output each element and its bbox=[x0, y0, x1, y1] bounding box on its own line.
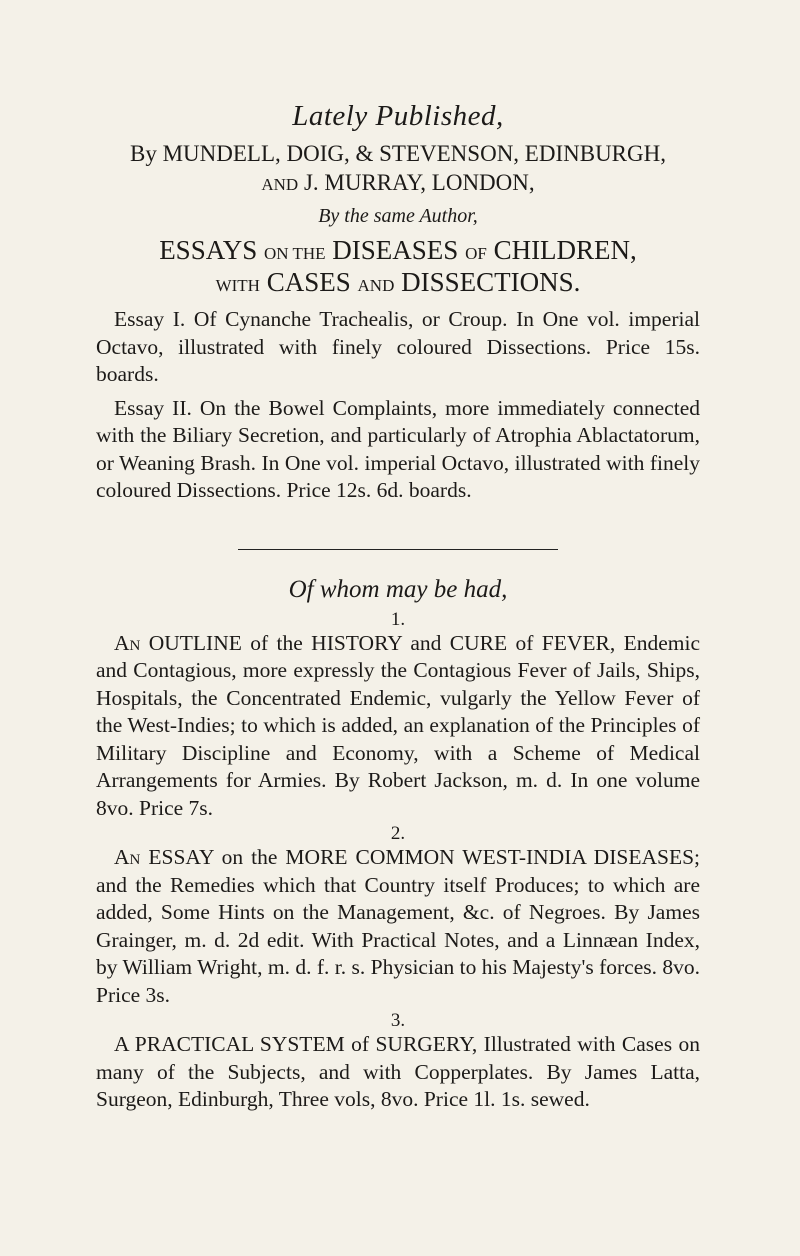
item-lead-article: A bbox=[114, 1032, 129, 1056]
title-word: CHILDREN, bbox=[493, 235, 637, 265]
title-word: ESSAYS bbox=[159, 235, 258, 265]
list-item bbox=[96, 630, 700, 823]
list-item bbox=[96, 1031, 700, 1114]
essay-1: Essay I. Of Cynanche Trachealis, or Croup. In One vol. imperial Octavo, illustrated with finely coloured Dissections. Price 15s. boards. bbox=[96, 307, 700, 386]
item-number: 3. bbox=[390, 1010, 406, 1031]
title-connector: AND bbox=[357, 276, 395, 295]
publisher-and: AND bbox=[261, 175, 299, 194]
item-title: PRACTICAL SYSTEM of SURGERY, bbox=[134, 1032, 478, 1056]
list-item bbox=[96, 844, 700, 1009]
item-number: 2. bbox=[390, 823, 406, 844]
subheading: Of whom may be had, bbox=[288, 575, 508, 603]
divider-rule bbox=[238, 549, 558, 550]
title-word: CASES bbox=[266, 267, 351, 297]
title-connector: ON THE bbox=[264, 244, 326, 263]
main-title bbox=[96, 236, 700, 300]
publisher-line-2 bbox=[96, 168, 700, 199]
essay-2: Essay II. On the Bowel Complaints, more immediately connected with the Biliary Secretion, and particularly of Atrophia Ablactatorum, or Weaning Brash. In One vol. imperial Octavo, illustrated with finely coloured Dissections. Price 12s. 6d. boards. bbox=[96, 395, 700, 502]
item-body: Endemic and Contagious, more expressly the Contagious Fever of Jails, Ships, Hospitals, the Concentrated Endemic, vulgarly the Yellow Fever of the West-Indies; to which is added, an explanation of the Principles of Military Discipline and Economy, with a Scheme of Medical Arrangements for Armies. By Robert Jackson, m. d. In one volume 8vo. Price 7s. bbox=[96, 630, 701, 820]
title-word: DISSECTIONS. bbox=[401, 267, 581, 297]
title-word: DISEASES bbox=[332, 235, 459, 265]
item-body: and the Remedies which that Country itself Produces; to which are added, Some Hints on the Management, &c. of Negroes. By James Grainger, m. d. 2d edit. With Practical Notes, and a Linnæan Index, by William Wright, m. d. f. r. s. Physician to his Majesty's forces. 8vo. Price 3s. bbox=[96, 872, 700, 1007]
item-lead-article: An bbox=[114, 630, 141, 655]
author-byline: By the same Author, bbox=[318, 205, 478, 227]
publisher-names: MUNDELL, DOIG, & STEVENSON, EDINBURGH, bbox=[162, 141, 666, 166]
title-connector: WITH bbox=[215, 276, 260, 295]
title-connector: OF bbox=[465, 244, 487, 263]
publisher-london: J. MURRAY, LONDON, bbox=[303, 170, 535, 195]
page-heading: Lately Published, bbox=[292, 100, 504, 132]
publisher-by: By bbox=[129, 141, 157, 166]
item-lead-article: An bbox=[114, 845, 141, 869]
item-number: 1. bbox=[390, 608, 406, 630]
publisher-line-1 bbox=[96, 139, 700, 168]
item-title: OUTLINE of the HISTORY and CURE of FEVER, bbox=[148, 630, 616, 655]
item-title: ESSAY on the MORE COMMON WEST-INDIA DISEASES; bbox=[148, 845, 701, 869]
item-body: Illustrated with Cases on many of the Subjects, and with Copperplates. By James Latta, Surgeon, Edinburgh, Three vols, 8vo. Price 1l. 1s. sewed. bbox=[96, 1032, 701, 1111]
